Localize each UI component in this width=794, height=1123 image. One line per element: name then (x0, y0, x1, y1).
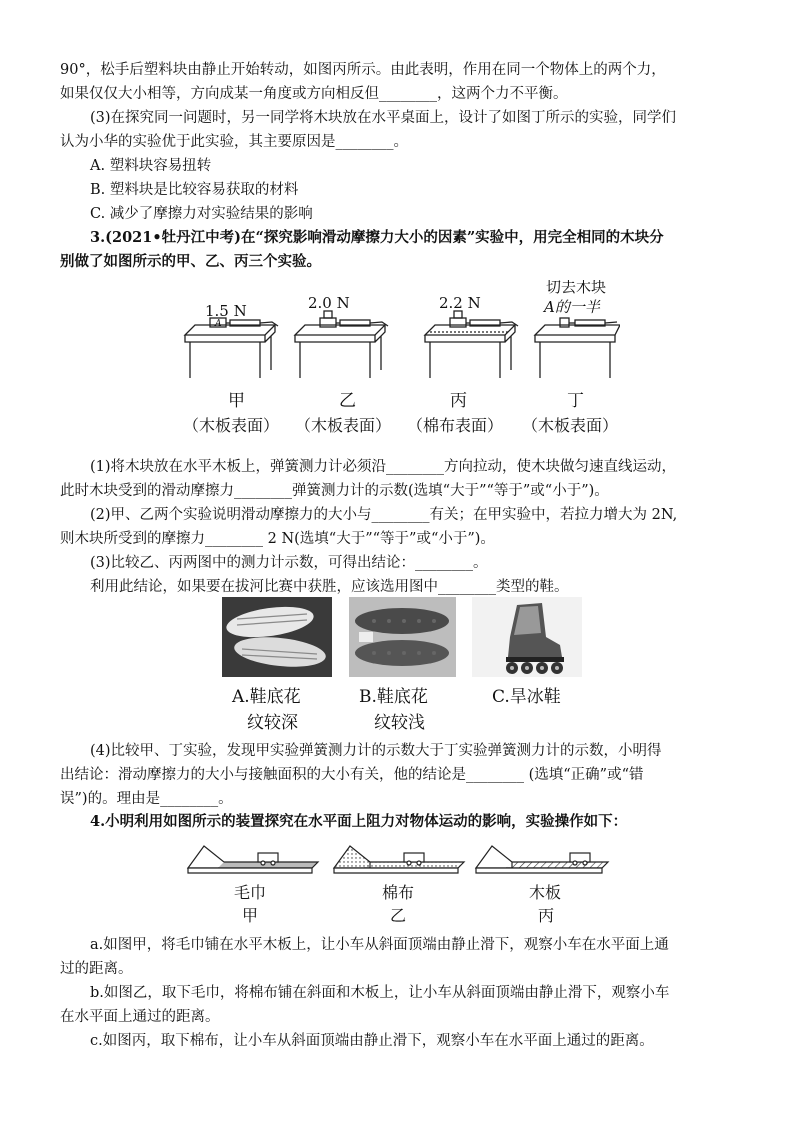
q3-title-line-2: 别做了如图所示的甲、乙、丙三个实验。 (60, 253, 321, 270)
force-label-jia: 1.5 N (205, 302, 247, 320)
q3-part2-line-2: 则木块所受到的摩擦力________ 2 N(选填“大于”“等于”或“小于”)。 (60, 531, 495, 547)
fig3-surface-yi: （木板表面） (295, 416, 392, 435)
fig3-label-jia: 甲 (228, 391, 245, 411)
q3-part4-line-1: (4)比较甲、丁实验，发现甲实验弹簧测力计的示数大于丁实验弹簧测力计的示数，小明得 (90, 743, 662, 759)
surface-label-towel: 毛巾 (234, 883, 267, 902)
q3-part2-line-1: (2)甲、乙两个实验说明滑动摩擦力的大小与________有关；在甲实验中，若拉力增大为 2N, (90, 507, 678, 523)
shoe-label-c: C.旱冰鞋 (492, 687, 561, 707)
fig3-surface-jia: （木板表面） (183, 416, 280, 435)
q4-step-b-line-2: 在水平面上通过的距离。 (60, 1009, 220, 1025)
q3-title-line-1: 3.(2021•牡丹江中考)在“探究影响滑动摩擦力大小的因素”实验中，用完全相同的木块分 (90, 229, 664, 246)
cart-ramp-figure (186, 840, 611, 880)
q4-step-b-line-1: b.如图乙，取下毛巾，将棉布铺在斜面和木板上，让小车从斜面顶端由静止滑下，观察小车 (90, 985, 670, 1001)
fig3-label-yi: 乙 (339, 391, 356, 411)
fig3-label-ding: 丁 (567, 391, 584, 411)
q2-option-a: A. 塑料块容易扭转 (90, 158, 212, 174)
table-yi (295, 311, 388, 378)
q2-part3-line-2: 认为小华的实验优于此实验，其主要原因是________。 (60, 134, 408, 150)
q2-line-1: 90°，松手后塑料块由静止开始转动，如图丙所示。由此表明，作用在同一个物体上的两个力， (60, 62, 666, 78)
q3-part3-line-1: (3)比较乙、丙两图中的测力计示数，可得出结论：________。 (90, 555, 488, 571)
q4-step-a-line-1: a.如图甲，将毛巾铺在水平木板上，让小车从斜面顶端由静止滑下，观察小车在水平面上通 (90, 937, 669, 953)
q3-part4-line-2: 出结论：滑动摩擦力的大小与接触面积的大小有关，他的结论是________ (选填“正确”或“错 (60, 767, 644, 783)
fig4-label-bing: 丙 (538, 906, 555, 925)
ramp-bing (476, 846, 608, 873)
shoe-photo-c (472, 597, 582, 677)
friction-experiment-figure (180, 280, 620, 380)
q4-title: 4.小明利用如图所示的装置探究在水平面上阻力对物体运动的影响，实验操作如下： (90, 813, 628, 830)
shoe-label-a-line-2: 纹较深 (247, 713, 298, 733)
surface-label-wood: 木板 (529, 883, 562, 902)
q3-part3-line-2: 利用此结论，如果要在拔河比赛中获胜，应该选用图中________类型的鞋。 (90, 579, 569, 595)
shoe-label-b-line-2: 纹较浅 (374, 713, 425, 733)
cut-label-line-1: 切去木块 (546, 280, 607, 296)
fig3-label-bing: 丙 (450, 391, 467, 411)
q2-line-2: 如果仅仅大小相等，方向成某一角度或方向相反但________，这两个力不平衡。 (60, 86, 568, 102)
q4-step-a-line-2: 过的距离。 (60, 961, 133, 977)
shoe-label-b-line-1: B.鞋底花 (359, 687, 428, 707)
fig3-surface-bing: （棉布表面） (407, 416, 504, 435)
q2-part3-line-1: (3)在探究同一问题时，另一同学将木块放在水平桌面上，设计了如图丁所示的实验，同学们 (90, 110, 677, 126)
q2-option-b: B. 塑料块是比较容易获取的材料 (90, 182, 299, 198)
fig4-label-jia: 甲 (242, 906, 259, 925)
shoe-photo-a (222, 597, 332, 677)
surface-label-cotton: 棉布 (382, 883, 415, 902)
q3-part1-line-2: 此时木块受到的滑动摩擦力________弹簧测力计的示数(选填“大于”“等于”或“小于”)。 (60, 483, 609, 499)
q3-part1-line-1: (1)将木块放在水平木板上，弹簧测力计必须沿________方向拉动，使木块做匀速直线运动， (90, 459, 677, 475)
ramp-jia (188, 846, 318, 873)
q4-step-c: c.如图丙，取下棉布，让小车从斜面顶端由静止滑下，观察小车在水平面上通过的距离。 (90, 1033, 654, 1049)
force-label-bing: 2.2 N (439, 294, 481, 312)
fig3-surface-ding: （木板表面） (522, 416, 619, 435)
ramp-yi (334, 846, 464, 873)
table-ding (535, 318, 620, 378)
table-jia (185, 318, 278, 378)
q3-part4-line-3: 误”)的。理由是________。 (60, 791, 233, 807)
table-bing (425, 311, 518, 378)
fig4-label-yi: 乙 (390, 906, 407, 925)
block-label-a: A (215, 319, 222, 329)
force-label-yi: 2.0 N (308, 294, 350, 312)
cut-label-line-2: A的一半 (544, 298, 600, 316)
shoe-label-a-line-1: A.鞋底花 (232, 687, 301, 707)
shoe-photo-b (349, 597, 456, 677)
q2-option-c: C. 减少了摩擦力对实验结果的影响 (90, 206, 313, 222)
